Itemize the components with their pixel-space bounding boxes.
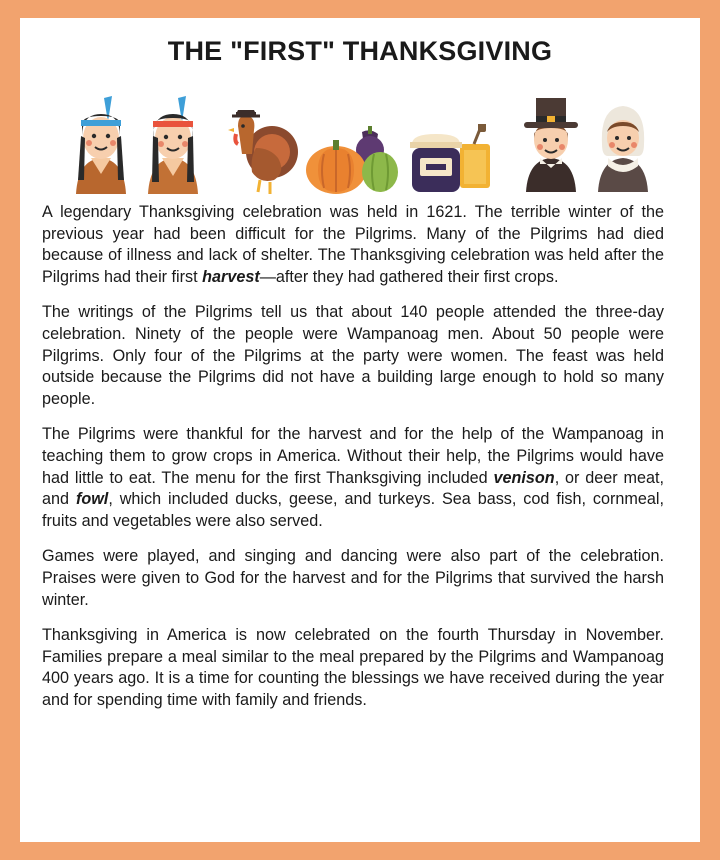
worksheet-page [20,18,700,842]
pilgrim-woman-icon [588,94,658,194]
paragraph [42,625,664,711]
native-girl-icon [68,96,134,196]
paragraph-text: , or deer meat, and [42,468,664,509]
pilgrim-man-icon [516,94,586,194]
paragraph-text: The Pilgrims were thankful for the harvest and for the help of the Wampanoag in teaching them to grow crops in America. Without their help, the Pilgrims would have had little to eat. The menu for the first Thanksgiving included [42,425,664,487]
jam-jar-icon [404,124,500,196]
illustration-strip [20,88,700,198]
paragraph [42,424,664,532]
paragraph [42,302,664,410]
pumpkins-icon [304,126,400,196]
paragraph-text: The writings of the Pilgrims tell us that about 140 people attended the three-day celebration. Ninety of the people were Wampanoag men. About 50 people were Pilgrims. Only four of the Pilgrims at the party were women. The feast was held outside because the Pilgrims did not have a building large enough to hold so many people. [42,303,664,408]
paragraph-text: Thanksgiving in America is now celebrated on the fourth Thursday in November. Families prepare a meal similar to the meal prepared by the Pilgrims and Wampanoag 400 years ago. It is a time for counting the blessings we have received during the year and for spending time with family and friends. [42,626,664,709]
article-body [42,202,664,725]
turkey-icon [216,108,300,196]
paragraph-text: A legendary Thanksgiving celebration was held in 1621. The terrible winter of the previous year had been difficult for the Pilgrims. Many of the Pilgrims had died because of illness and lack of shelter. The Thanksgiving celebration was held after the Pilgrims had their first [42,203,664,286]
native-woman-icon [140,96,206,196]
vocab-term: venison [493,468,555,487]
vocab-term: harvest [202,267,260,286]
paragraph [42,546,664,611]
paragraph-text: Games were played, and singing and dancing were also part of the celebration. Praises were given to God for the harvest and for the Pilgrims that survived the harsh winter. [42,547,664,609]
page-title: THE "FIRST" THANKSGIVING [167,36,553,66]
vocab-term: fowl [75,490,109,509]
paragraph-text: , which included ducks, geese, and turkeys. Sea bass, cod fish, cornmeal, fruits and vegetables were also served. [42,490,664,530]
paragraph-text: —after they had gathered their first crops. [259,267,559,286]
paragraph [42,202,664,288]
